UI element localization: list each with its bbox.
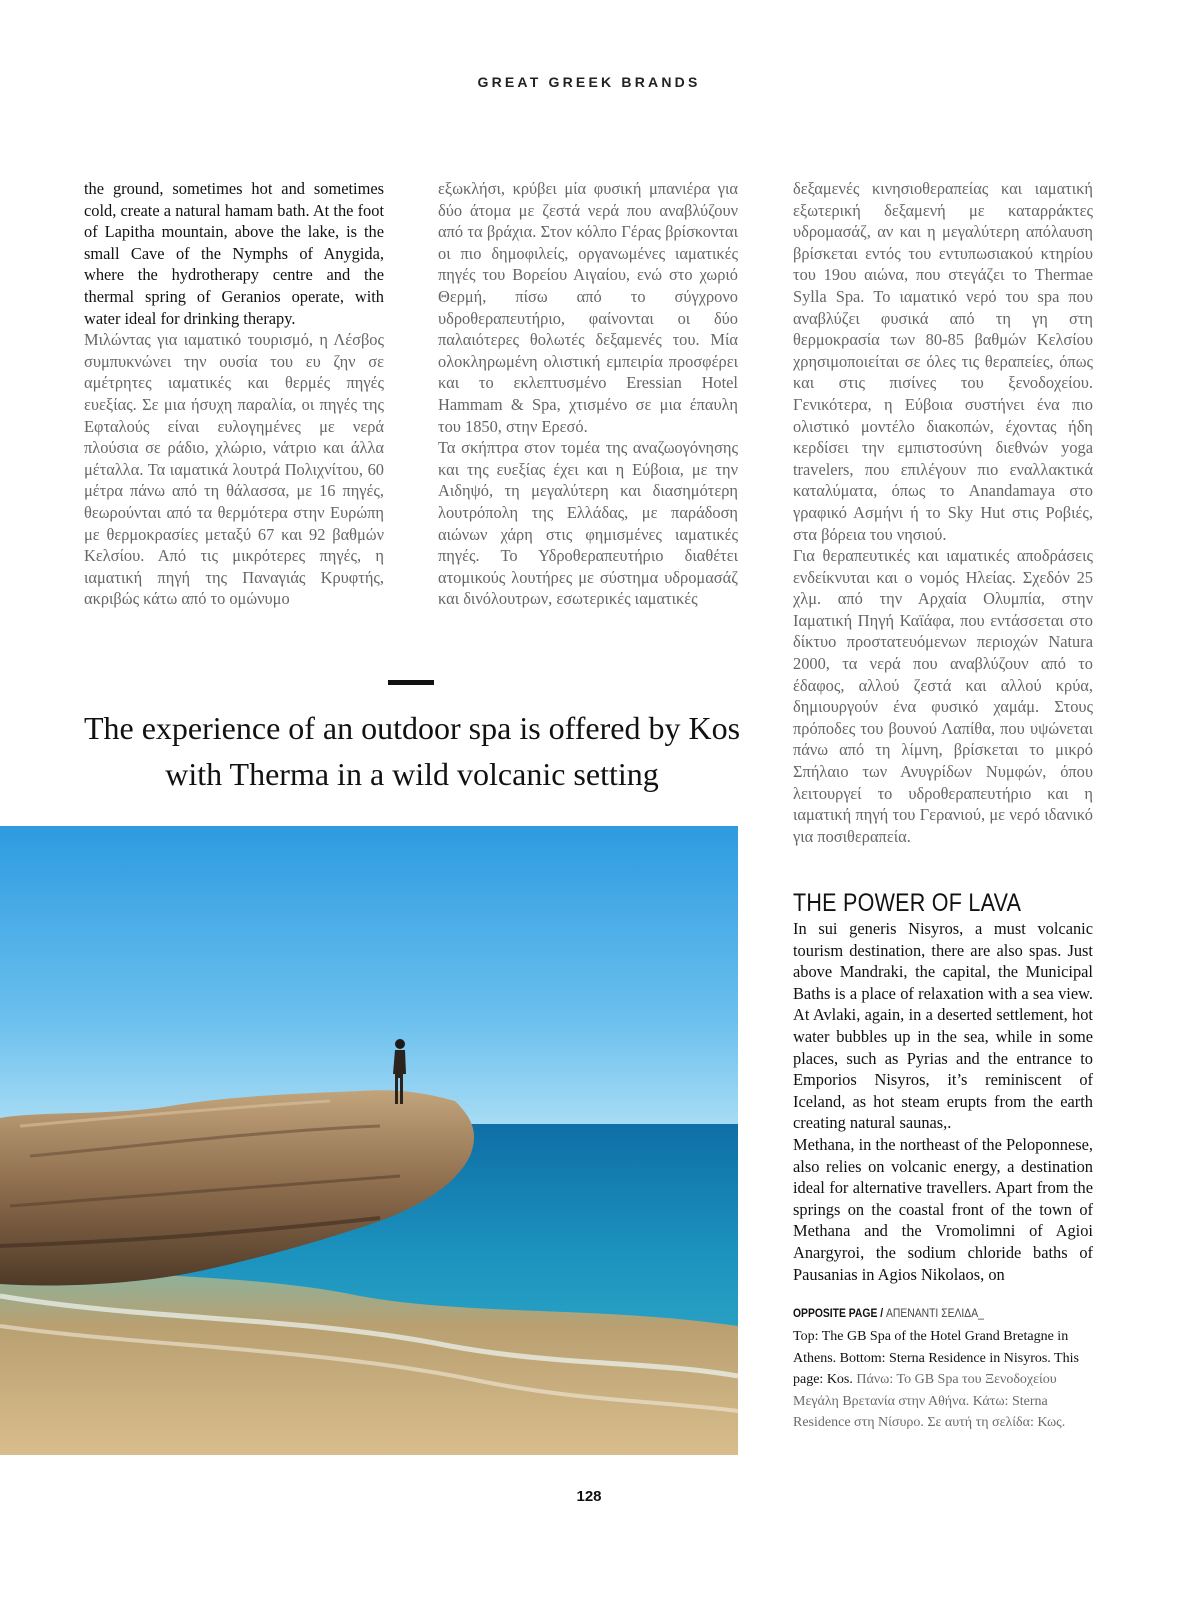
pullquote: The experience of an outdoor spa is offered by Kos with Therma in a wild volcanic setting [83, 710, 741, 792]
column-1 [84, 178, 384, 610]
caption-label-english: OPPOSITE PAGE / [793, 1308, 886, 1320]
caption-text-english: Top: The GB Spa of the Hotel Grand Bretagne in Athens. Bottom: Sterna Residence in Nisyros. This page: Kos. [793, 1329, 1079, 1388]
column-3-paragraph-2: Για θεραπευτικές και ιαματικές αποδράσεις ενδείκνυται και ο νομός Ηλείας. Σχεδόν 25 χλμ. από την Αρχαία Ολυμπία, στην Ιαματική Πηγή Καϊάφα, που εντάσσεται στο δίκτυο προστατευόμενων περιοχών Natura 2000, τα νερά που αναβλύζουν από το έδαφος, αλλού ζεστά και αλλού κρύα, δημιουργούν ένα φυσικό χαμάμ. Στους πρόποδες του βουνού Λαπίθα, που υψώνεται πάνω από τη λίμνη, βρίσκεται το μικρό Σπήλαιο των Ανυγρίδων Νυμφών, όπου λειτουργεί το υδροθεραπευτήριο και η ιαματική πηγή του Γερανιού, με νερό ιδανικό για ποσιθεραπεία. [793, 546, 1093, 846]
section-body [793, 918, 1093, 1285]
kos-rock-photo [0, 826, 738, 1455]
photo-illustration [0, 826, 738, 1455]
column-1-greek-text: Μιλώντας για ιαματικό τουρισμό, η Λέσβος συμπυκνώνει την ουσία του ευ ζην σε αμέτρητες ιαματικές και θερμές πηγές ευεξίας. Σε μια ήσυχη παραλία, οι πηγές της Εφταλούς είναι ευλογημένες με νερά πλούσια σε ράδιο, χλώριο, νάτριο και άλλα μέταλλα. Τα ιαματικά λουτρά Πολιχνίτου, 60 μέτρα πάνω από τη θάλασσα, με 16 πηγές, θεωρούνται από τα θερμότερα στην Ευρώπη με θερμοκρασίες μεταξύ 67 και 92 βαθμών Κελσίου. Από τις μικρότερες πηγές, η ιαματική πηγή της Παναγιάς Κρυφτής, ακριβώς κάτω από το ομώνυμο [84, 330, 384, 609]
section-paragraph-2: Methana, in the northeast of the Peloponnese, also relies on volcanic energy, a destination ideal for alternative travellers. Apart from the springs on the coastal front of the town of Methana and the Vromolimni of Agioi Anargyroi, the sodium chloride baths of Pausanias in Agios Nikolaos, on [793, 1134, 1093, 1284]
caption-label-greek: ΑΠΕΝΑΝΤΙ ΣΕΛΙΔΑ_ [885, 1308, 984, 1320]
caption-text [793, 1326, 1093, 1434]
caption-text-greek: Πάνω: Το GB Spa του Ξενοδοχείου Μεγάλη Βρετανία στην Αθήνα. Κάτω: Sterna Residence στη Νίσυρο. Σε αυτή τη σελίδα: Κως. [793, 1372, 1066, 1431]
column-1-english-text: the ground, sometimes hot and sometimes cold, create a natural hamam bath. At the foot of Lapitha mountain, above the lake, is the small Cave of the Nymphs of Anygida, where the hydrotherapy centre and the thermal spring of Geranios operate, with water ideal for drinking therapy. [84, 179, 384, 328]
column-2 [438, 178, 738, 610]
caption-label [793, 1308, 1063, 1320]
column-3 [793, 178, 1093, 847]
section-title: THE POWER OF LAVA [793, 889, 1022, 917]
section-header: GREAT GREEK BRANDS [477, 74, 701, 90]
pullquote-divider [388, 680, 434, 685]
page-number: 128 [576, 1488, 602, 1505]
photo-caption [793, 1308, 1093, 1434]
section-paragraph-1: In sui generis Nisyros, a must volcanic tourism destination, there are also spas. Just above Mandraki, the capital, the Municipal Baths is a place of relaxation with a sea view. At Avlaki, again, in a deserted settlement, hot water bubbles up in the sea, while in some places, such as Pyrias and the entrance to Emporios Nisyros, it’s reminiscent of Iceland, as hot steam erupts from the earth creating natural saunas,. [793, 919, 1093, 1133]
column-2-paragraph-1: εξωκλήσι, κρύβει μία φυσική μπανιέρα για δύο άτομα με ζεστά νερά που αναβλύζουν από τα βράχια. Στον κόλπο Γέρας βρίσκονται οι πιο δημοφιλείς, οργανωμένες ιαματικές πηγές του Βορείου Αιγαίου, ενώ στο χωριό Θερμή, πίσω από το σύγχρονο υδροθεραπευτήριο, φαίνονται οι δύο παλαιότερες θολωτές δεξαμενές του. Μία ολοκληρωμένη ολιστική εμπειρία προσφέρει και το εκλεπτυσμένο Eressian Hotel Hammam & Spa, χτισμένο σε μια έπαυλη του 1850, στην Ερεσό. [438, 179, 738, 436]
column-3-paragraph-1: δεξαμενές κινησιοθεραπείας και ιαματική εξωτερική δεξαμενή με καταρράκτες υδρομασάζ, αν και η μεγαλύτερη απόλαυση βρίσκεται εντός του εντυπωσιακού κτηρίου του 19ου αιώνα, που στεγάζει το Thermae Sylla Spa. Το ιαματικό νερό του spa που αναβλύζει φυσικά από τη γη στη θερμοκρασία των 80-85 βαθμών Κελσίου χρησιμοποιείται σε όλες τις θεραπείες, όπως και στις πισίνες του ξενοδοχείου. Γενικότερα, η Εύβοια συστήνει ένα πιο ολιστικό μοντέλο διακοπών, έχοντας ήδη κερδίσει την εμπιστοσύνη διεθνών yoga travelers, που επιλέγουν πιο εναλλακτικά καταλύματα, όπως το Anandamaya στο γραφικό Ασμήνι ή το Sky Hut στις Ροβιές, στα βόρεια του νησιού. [793, 179, 1093, 544]
column-2-paragraph-2: Τα σκήπτρα στον τομέα της αναζωογόνησης και της ευεξίας έχει και η Εύβοια, με την Αιδηψό, τη μεγαλύτερη και διασημότερη λουτρόπολη της Ελλάδας, με παράδοση αιώνων χάρη στις φημισμένες ιαματικές πηγές. Το Υδροθεραπευτήριο διαθέτει ατομικούς λουτήρες με σύστημα υδρομασάζ και δινόλουτρων, εσωτερικές ιαματικές [438, 438, 738, 609]
